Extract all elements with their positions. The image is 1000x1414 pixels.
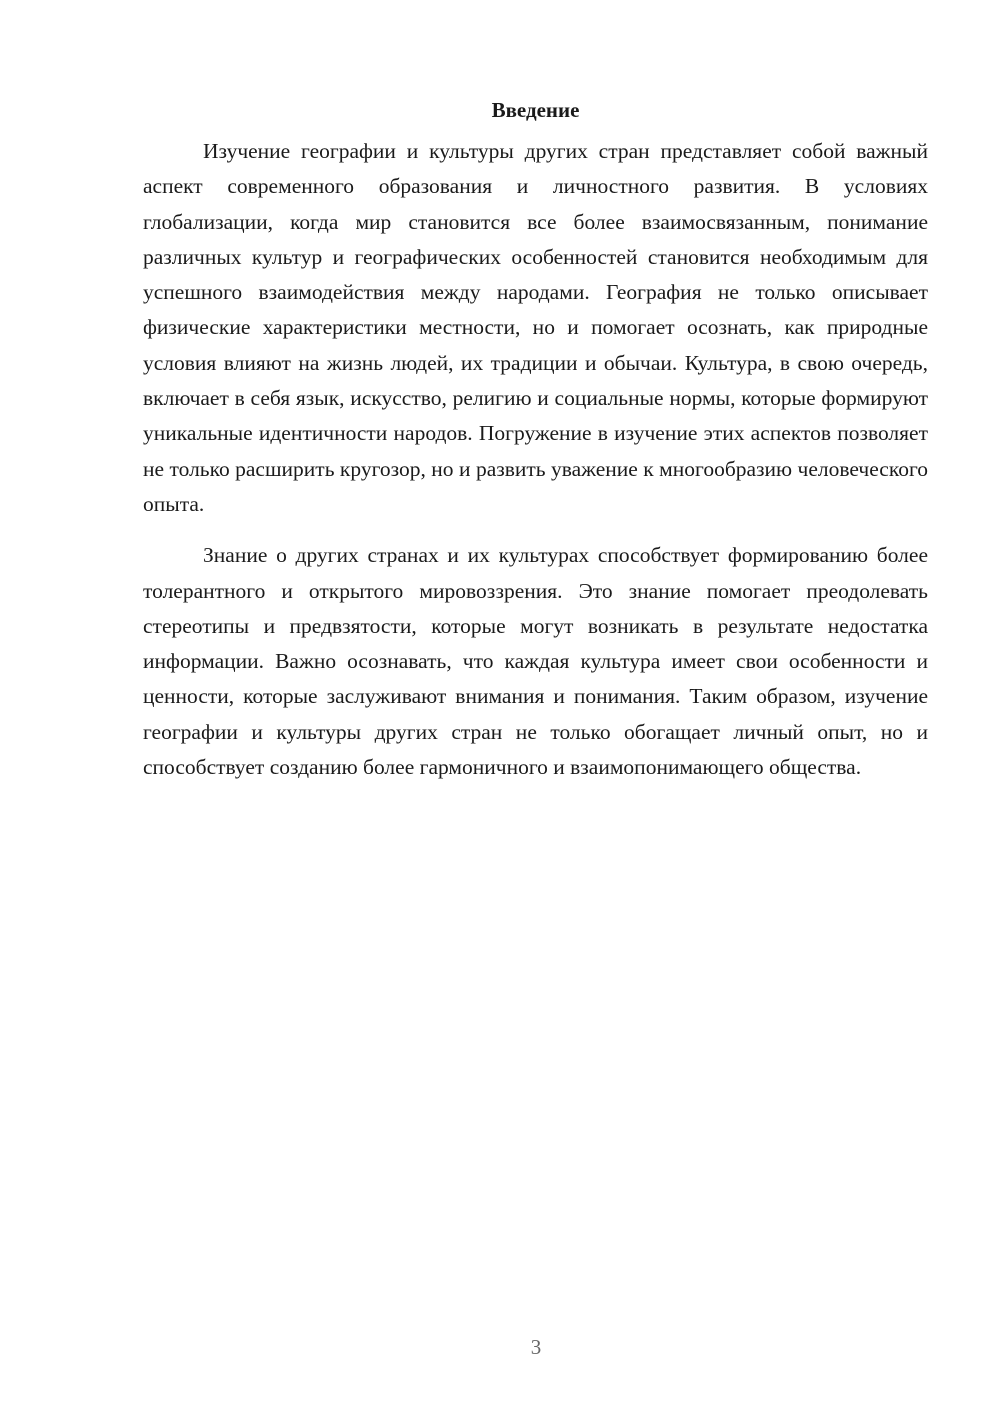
section-title: Введение: [491, 98, 580, 122]
document-body: [143, 93, 928, 801]
paragraph-1: Изучение географии и культуры других стран представляет собой важный аспект современного образования и личностного развития. В условиях глобализации, когда мир становится все более взаимосвязанным, понимание различных культур и географических особенностей становится необходимым для успешного взаимодействия между народами. География не только описывает физические характеристики местности, но и помогает осознать, как природные условия влияют на жизнь людей, их традиции и обычаи. Культура, в свою очередь, включает в себя язык, искусство, религию и социальные нормы, которые формируют уникальные идентичности народов. Погружение в изучение этих аспектов позволяет не только расширить кругозор, но и развить уважение к многообразию человеческого опыта.: [143, 139, 928, 516]
paragraph-2: Знание о других странах и их культурах способствует формированию более толерантного и открытого мировоззрения. Это знание помогает преодолевать стереотипы и предвзятости, которые могут возникать в результате недостатка информации. Важно осознавать, что каждая культура имеет свои особенности и ценности, которые заслуживают внимания и понимания. Таким образом, изучение географии и культуры других стран не только обогащает личный опыт, но и способствует созданию более гармоничного и взаимопонимающего общества.: [143, 543, 928, 780]
page-number: 3: [530, 1335, 542, 1359]
